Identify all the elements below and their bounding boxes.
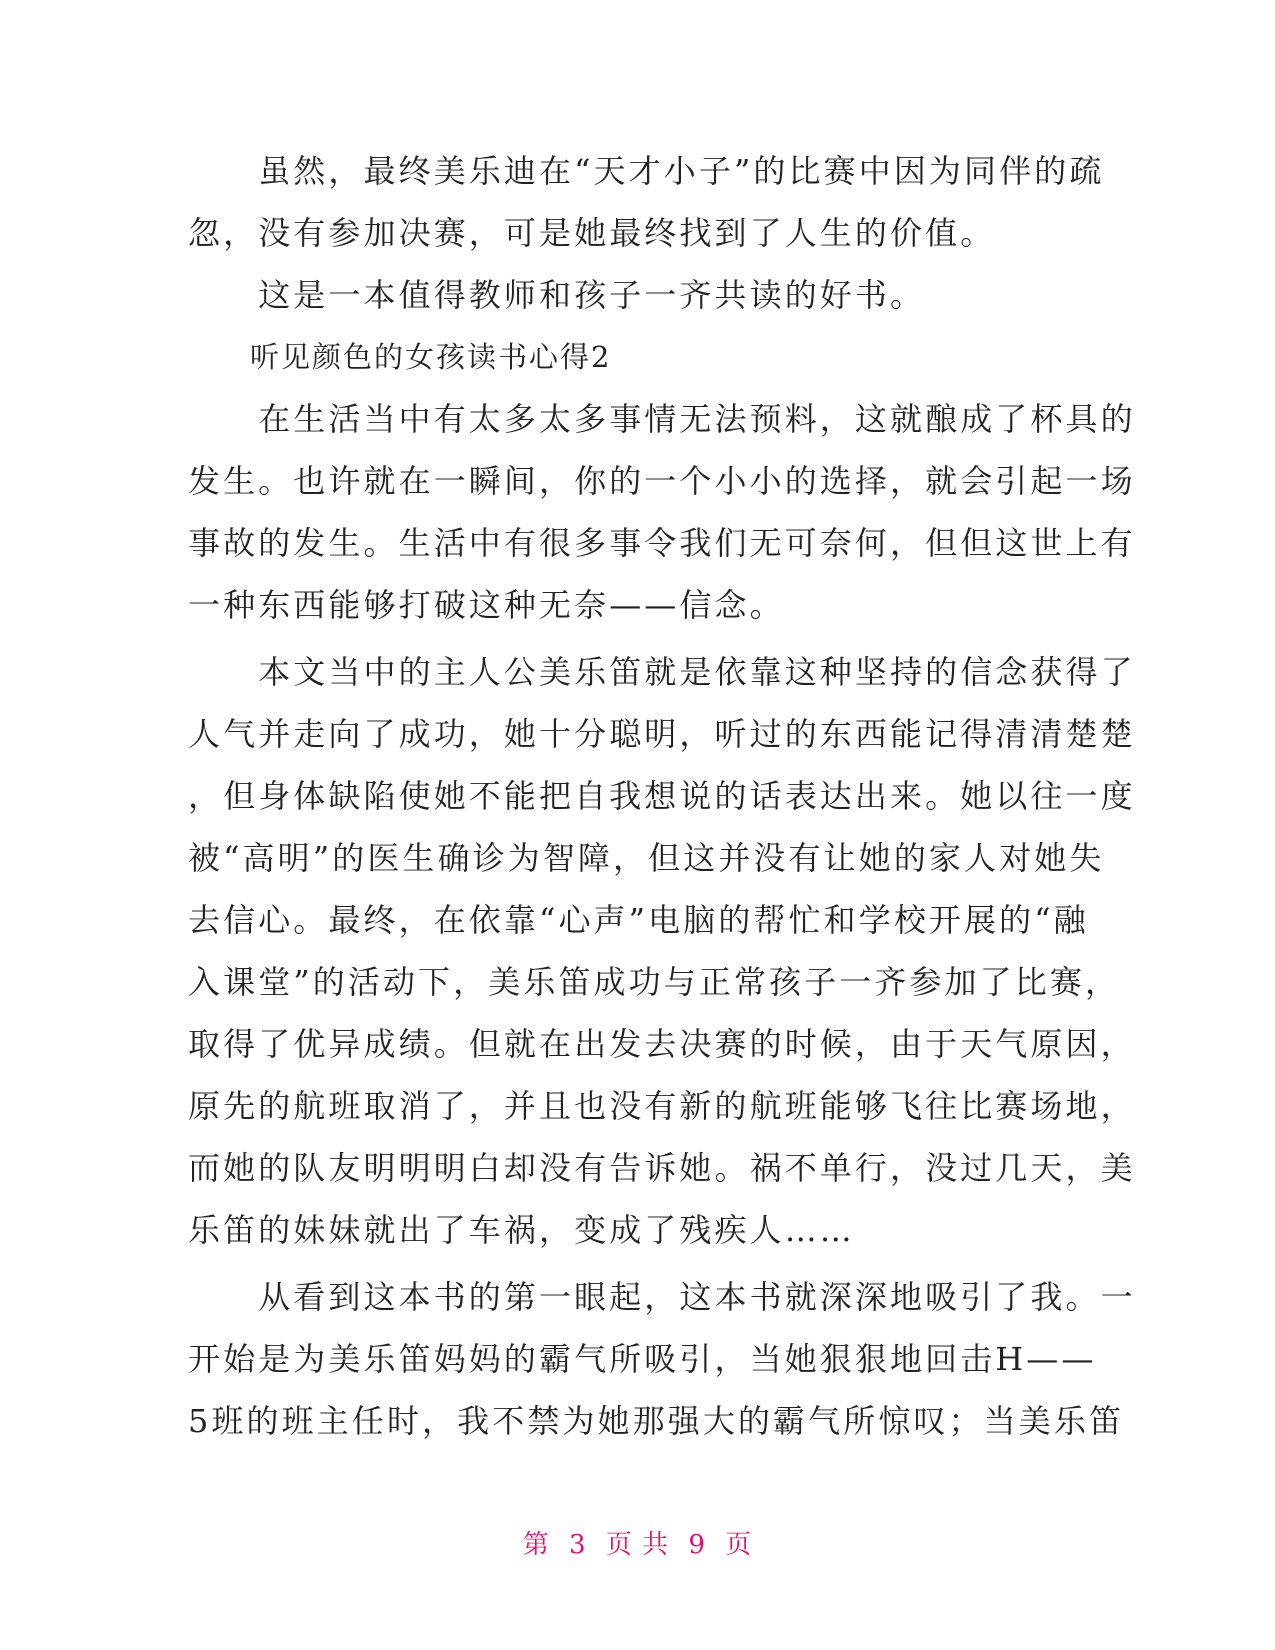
text-line: 去信心。最终，在依靠“心声”电脑的帮忙和学校开展的“融 bbox=[188, 901, 1089, 939]
text-line: 人气并走向了成功，她十分聪明，听过的东西能记得清清楚楚 bbox=[188, 715, 1136, 753]
footer-total-pages: 9 bbox=[688, 1530, 706, 1560]
text-line: ，但身体缺陷使她不能把自我想说的话表达出来。她以往一度 bbox=[188, 777, 1136, 815]
page-footer bbox=[0, 1524, 1275, 1561]
text-line: 事故的发生。生活中有很多事令我们无可奈何，但但这世上有 bbox=[188, 524, 1136, 562]
text-line: 虽然，最终美乐迪在“天才小子”的比赛中因为同伴的疏 bbox=[188, 152, 1105, 190]
text-line: 乐笛的妹妹就出了车祸，变成了残疾人…… bbox=[188, 1211, 855, 1249]
text-line: 取得了优异成绩。但就在出发去决赛的时候，由于天气原因， bbox=[188, 1025, 1136, 1063]
text-line: 这是一本值得教师和孩子一齐共读的好书。 bbox=[188, 276, 926, 314]
text-line: 被“高明”的医生确诊为智障，但这并没有让她的家人对她失 bbox=[188, 839, 1105, 877]
text-line: 入课堂”的活动下，美乐笛成功与正常孩子一齐参加了比赛， bbox=[188, 963, 1121, 1001]
text-line: 在生活当中有太多太多事情无法预料，这就酿成了杯具的 bbox=[188, 400, 1136, 438]
text-line: 而她的队友明明明白却没有告诉她。祸不单行，没过几天，美 bbox=[188, 1149, 1136, 1187]
text-line: 开始是为美乐笛妈妈的霸气所吸引，当她狠狠地回击H—— bbox=[188, 1340, 1097, 1378]
footer-prefix: 第 bbox=[522, 1530, 550, 1560]
text-line: 发生。也许就在一瞬间，你的一个小小的选择，就会引起一场 bbox=[188, 462, 1136, 500]
text-line: 忽，没有参加决赛，可是她最终找到了人生的价值。 bbox=[188, 214, 996, 252]
text-line: 本文当中的主人公美乐笛就是依靠这种坚持的信念获得了 bbox=[188, 653, 1136, 691]
footer-suffix: 页 bbox=[725, 1530, 753, 1560]
section-title: 听见颜色的女孩读书心得2 bbox=[188, 340, 612, 374]
text-line: 一种东西能够打破这种无奈——信念。 bbox=[188, 586, 785, 624]
text-line: 从看到这本书的第一眼起，这本书就深深地吸引了我。一 bbox=[188, 1278, 1136, 1316]
text-line: 5班的班主任时，我不禁为她那强大的霸气所惊叹；当美乐笛 bbox=[188, 1402, 1125, 1440]
body-text bbox=[188, 140, 1136, 1452]
footer-middle: 页 共 bbox=[605, 1530, 670, 1560]
text-line: 原先的航班取消了，并且也没有新的航班能够飞往比赛场地， bbox=[188, 1087, 1136, 1125]
footer-page-number: 3 bbox=[569, 1530, 587, 1560]
